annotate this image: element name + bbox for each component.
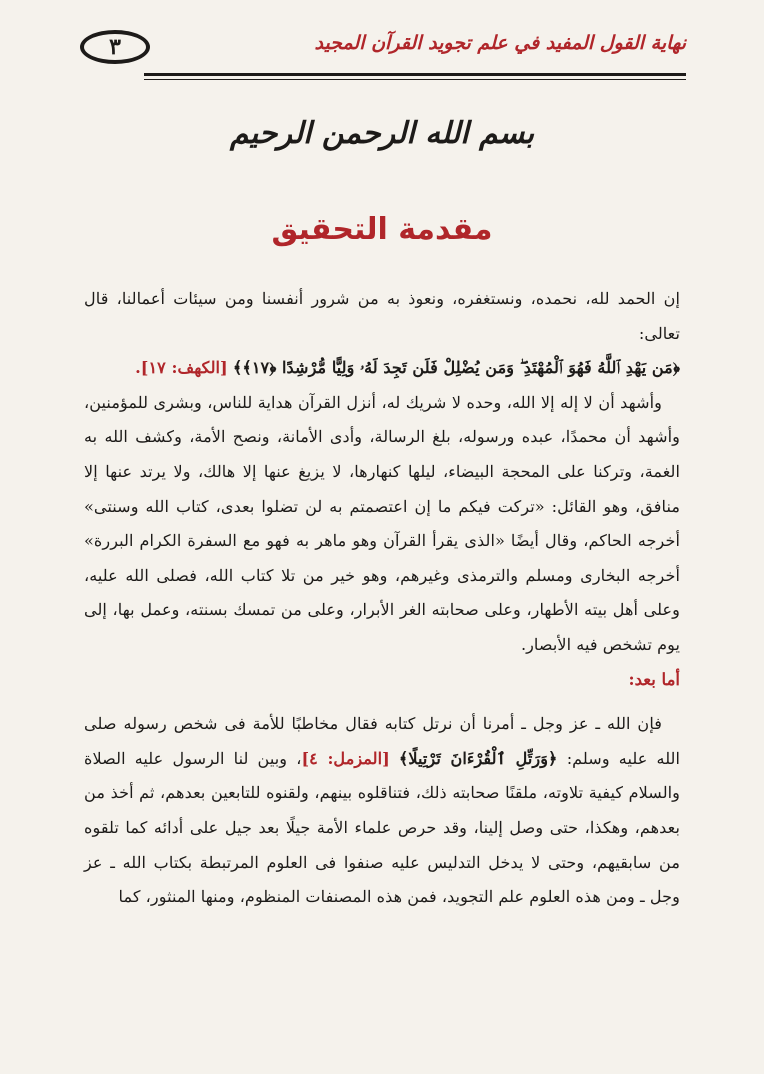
basmala-calligraphy: بسم الله الرحمن الرحيم [229,116,535,151]
paragraph-main-rest: ، وبين لنا الرسول عليه الصلاة والسلام كيفية تلاوته، ملقنًا صحابته ذلك، فتناقلوه بينهم، ولقنوه للتابعين بعدهم، ثم أخذ من بعدهم، وهكذا، حتى وصل إلينا، وقد حرص علماء الأمة جيلًا بعد جيل على أدائه كما تلقوه من سابقيهم، وحتى لا يدخل التدليس عليه صنفوا فى العلوم المرتبطة بكتاب الله ـ عز وجل ـ ومن هذه العلوم علم التجويد، فمن هذه المصنفات المنظوم، ومنها المنثور، كما [84,748,680,907]
page-number-badge [80,30,150,64]
subheading: أما بعد: [628,669,680,689]
verse-line [84,351,680,386]
verse-reference: [الكهف: ١٧]. [135,358,228,378]
quran-verse-2: ﴿وَرَتِّلِ ٱلْقُرْءَانَ تَرْتِيلًا﴾ [398,748,558,768]
page-number: ٣ [109,34,121,60]
section-heading: مقدمة التحقيق [271,212,493,247]
running-title: نهاية القول المفيد في علم تجويد القرآن المجيد [314,32,686,54]
paragraph-opening: إن الحمد لله، نحمده، ونستغفره، ونعوذ به من شرور أنفسنا ومن سيئات أعمالنا، قال تعالى: [84,289,680,343]
body-text [84,282,680,915]
paragraph-main [84,707,680,915]
paragraph-testimony: وأشهد أن لا إله إلا الله، وحده لا شريك له، أنزل القرآن هداية للناس، وبشرى للمؤمنين، وأشهد أن محمدًا، عبده ورسوله، بلغ الرسالة، وأدى الأمانة، ونصح الأمة، وكشف الله به الغمة، وتركنا على المحجة البيضاء، ليلها كنهارها، لا يزيغ عنها إلا هالك، ولا يرتد عنها إلا منافق، وهو القائل: «تركت فيكم ما إن اعتصمتم به لن تضلوا بعدى، كتاب الله وسنتى» أخرجه الحاكم، وقال أيضًا «الذى يقرأ القرآن وهو ماهر به فهو مع السفرة الكرام البررة» أخرجه البخارى ومسلم والترمذى وغيرهم، وهو خير من تلا كتاب الله، فصلى الله عليه، وعلى أهل بيته الأطهار، وعلى صحابته الغر الأبرار، وعلى من تمسك بسنته، وعمل بها، إلى يوم تشخص فيه الأبصار. [84,392,680,654]
header-rule [144,73,686,76]
paragraph-main-start: فإن الله ـ عز وجل ـ أمرنا أن نرتل كتابه فقال مخاطبًا للأمة فى شخص رسوله صلى الله عليه وسلم: [84,714,680,768]
header-rule-thin [144,79,686,80]
page-header [78,28,686,74]
verse-reference-2: [المزمل: ٤] [301,748,390,768]
spacer [84,697,680,707]
quran-verse: ﴿مَن يَهْدِ ٱللَّهُ فَهُوَ ٱلْمُهْتَدِ ۖ وَمَن يُضْلِلْ فَلَن تَجِدَ لَهُۥ وَلِيًّا مُّرْشِدًا ﴿١٧﴾﴾ [232,358,680,378]
